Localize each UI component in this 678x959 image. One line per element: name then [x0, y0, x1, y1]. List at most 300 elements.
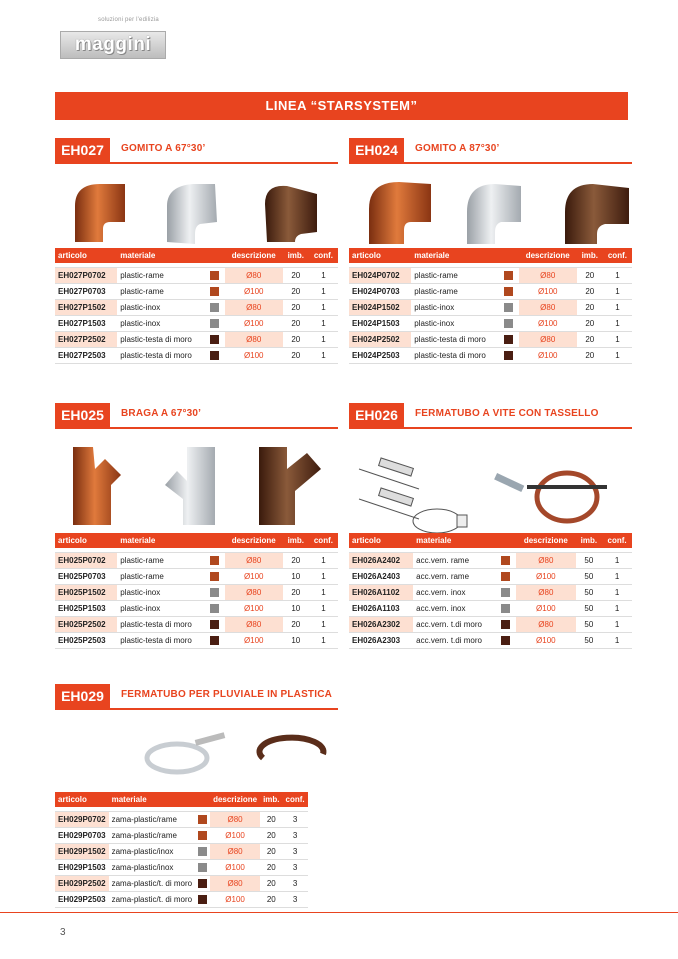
table-row	[349, 268, 632, 284]
col-articolo: articolo	[55, 248, 117, 263]
col-imb: imb.	[260, 792, 282, 807]
cell-imb: 20	[283, 300, 309, 316]
cell-conf: 3	[283, 876, 308, 892]
cell-conf: 3	[283, 828, 308, 844]
cell-materiale: acc.vern. rame	[413, 553, 498, 569]
clamp-white	[147, 732, 225, 772]
cell-descrizione: Ø100	[210, 828, 260, 844]
elbow-moro	[565, 184, 629, 244]
clamp-brown	[259, 738, 323, 758]
cell-imb: 20	[283, 316, 309, 332]
col-imb: imb.	[577, 248, 603, 263]
cell-imb: 50	[576, 553, 603, 569]
product-table	[55, 533, 338, 649]
col-swatch	[498, 533, 516, 548]
cell-swatch	[501, 284, 518, 300]
cell-imb: 10	[283, 601, 309, 617]
cell-descrizione: Ø80	[210, 844, 260, 860]
cell-imb: 20	[577, 300, 603, 316]
color-swatch	[501, 620, 510, 629]
cell-materiale: plastic-testa di moro	[411, 348, 501, 364]
cell-articolo: EH024P1503	[349, 316, 411, 332]
section-eh027	[55, 138, 338, 364]
product-photos	[349, 164, 632, 248]
color-swatch	[210, 319, 219, 328]
cell-materiale: plastic-rame	[411, 268, 501, 284]
cell-articolo: EH029P2503	[55, 892, 109, 908]
section-eh029	[55, 684, 333, 908]
col-materiale: materiale	[413, 533, 498, 548]
cell-materiale: plastic-testa di moro	[117, 633, 207, 649]
cell-descrizione: Ø80	[225, 585, 283, 601]
table-row	[55, 332, 338, 348]
cell-swatch	[501, 268, 518, 284]
color-swatch	[501, 572, 510, 581]
cell-imb: 20	[283, 268, 309, 284]
cell-articolo: EH024P0702	[349, 268, 411, 284]
color-swatch	[210, 572, 219, 581]
color-swatch	[198, 895, 207, 904]
col-materiale: materiale	[117, 248, 207, 263]
table-row	[55, 876, 308, 892]
col-conf: conf.	[283, 792, 308, 807]
cell-swatch	[207, 348, 224, 364]
cell-articolo: EH025P2502	[55, 617, 117, 633]
table-row	[55, 828, 308, 844]
color-swatch	[504, 351, 513, 360]
cell-descrizione: Ø80	[516, 553, 575, 569]
cell-materiale: acc.vern. rame	[413, 569, 498, 585]
cell-imb: 20	[283, 553, 309, 569]
cell-articolo: EH024P2502	[349, 332, 411, 348]
cell-descrizione: Ø100	[519, 348, 577, 364]
plastic-clamp-images	[55, 710, 338, 792]
product-code: EH029	[55, 684, 110, 708]
cell-descrizione: Ø100	[210, 860, 260, 876]
cell-materiale: plastic-inox	[117, 601, 207, 617]
color-swatch	[198, 831, 207, 840]
cell-descrizione: Ø100	[516, 633, 575, 649]
cell-swatch	[207, 617, 224, 633]
cell-articolo: EH026A2402	[349, 553, 413, 569]
cell-descrizione: Ø80	[519, 332, 577, 348]
branch-images	[55, 429, 338, 533]
clamp-diagram	[359, 458, 467, 533]
table-row	[55, 569, 338, 585]
cell-swatch	[207, 284, 224, 300]
cell-swatch	[207, 569, 224, 585]
cell-swatch	[207, 332, 224, 348]
cell-swatch	[207, 316, 224, 332]
cell-imb: 20	[283, 332, 309, 348]
col-imb: imb.	[283, 248, 309, 263]
cell-materiale: zama-plastic/rame	[109, 812, 195, 828]
cell-swatch	[498, 569, 516, 585]
cell-articolo: EH029P0703	[55, 828, 109, 844]
section-header	[55, 403, 338, 429]
cell-materiale: acc.vern. inox	[413, 601, 498, 617]
maggini-logo	[60, 17, 168, 61]
elbow-copper	[369, 182, 431, 244]
table-row	[55, 844, 308, 860]
branch-moro	[259, 447, 321, 525]
cell-descrizione: Ø100	[225, 348, 283, 364]
table-row	[55, 892, 308, 908]
cell-conf: 1	[309, 617, 338, 633]
table-row	[55, 348, 338, 364]
col-conf: conf.	[602, 533, 632, 548]
cell-articolo: EH029P0702	[55, 812, 109, 828]
cell-articolo: EH024P2503	[349, 348, 411, 364]
cell-imb: 20	[283, 284, 309, 300]
cell-descrizione: Ø100	[516, 569, 575, 585]
color-swatch	[501, 604, 510, 613]
table-row	[349, 316, 632, 332]
cell-imb: 20	[577, 316, 603, 332]
table-row	[349, 300, 632, 316]
col-descrizione: descrizione	[519, 248, 577, 263]
cell-conf: 1	[603, 284, 632, 300]
cell-materiale: zama-plastic/t. di moro	[109, 876, 195, 892]
table-row	[55, 284, 338, 300]
cell-descrizione: Ø100	[516, 601, 575, 617]
cell-swatch	[498, 633, 516, 649]
product-table	[55, 248, 338, 364]
cell-conf: 1	[309, 316, 338, 332]
table-row	[349, 569, 632, 585]
col-articolo: articolo	[55, 533, 117, 548]
cell-swatch	[207, 268, 224, 284]
cell-swatch	[498, 617, 516, 633]
cell-swatch	[207, 585, 224, 601]
table-row	[349, 633, 632, 649]
cell-conf: 1	[602, 601, 632, 617]
color-swatch	[198, 863, 207, 872]
table-row	[55, 585, 338, 601]
cell-swatch	[195, 828, 210, 844]
cell-conf: 1	[603, 348, 632, 364]
pipe-clamp-images	[349, 429, 632, 533]
cell-imb: 50	[576, 633, 603, 649]
cell-materiale: plastic-rame	[117, 268, 207, 284]
table-row	[55, 316, 338, 332]
product-title: GOMITO A 67°30’	[121, 143, 206, 154]
cell-materiale: plastic-testa di moro	[117, 617, 207, 633]
cell-imb: 20	[260, 812, 282, 828]
table-row	[55, 617, 338, 633]
cell-materiale: plastic-inox	[411, 316, 501, 332]
cell-descrizione: Ø80	[210, 876, 260, 892]
color-swatch	[501, 556, 510, 565]
table-row	[55, 860, 308, 876]
col-materiale: materiale	[411, 248, 501, 263]
color-swatch	[504, 303, 513, 312]
color-swatch	[210, 604, 219, 613]
cell-articolo: EH029P2502	[55, 876, 109, 892]
cell-conf: 1	[309, 553, 338, 569]
table-row	[349, 284, 632, 300]
cell-swatch	[195, 844, 210, 860]
cell-conf: 1	[602, 617, 632, 633]
col-imb: imb.	[283, 533, 309, 548]
cell-descrizione: Ø100	[225, 633, 283, 649]
cell-descrizione: Ø100	[225, 569, 283, 585]
product-code: EH025	[55, 403, 110, 427]
section-header	[349, 403, 632, 429]
cell-imb: 20	[260, 876, 282, 892]
cell-conf: 1	[309, 300, 338, 316]
product-table	[349, 248, 632, 364]
product-photos	[55, 164, 338, 248]
cell-descrizione: Ø80	[225, 300, 283, 316]
cell-swatch	[207, 633, 224, 649]
cell-swatch	[501, 316, 518, 332]
cell-descrizione: Ø80	[519, 268, 577, 284]
cell-articolo: EH025P1503	[55, 601, 117, 617]
cell-articolo: EH025P0702	[55, 553, 117, 569]
cell-imb: 20	[283, 585, 309, 601]
cell-conf: 1	[309, 348, 338, 364]
cell-materiale: zama-plastic/inox	[109, 844, 195, 860]
color-swatch	[210, 588, 219, 597]
cell-swatch	[195, 860, 210, 876]
cell-swatch	[207, 553, 224, 569]
cell-materiale: plastic-inox	[117, 316, 207, 332]
cell-swatch	[501, 348, 518, 364]
section-header	[55, 138, 338, 164]
cell-materiale: zama-plastic/inox	[109, 860, 195, 876]
color-swatch	[198, 847, 207, 856]
cell-materiale: acc.vern. inox	[413, 585, 498, 601]
cell-imb: 20	[260, 860, 282, 876]
cell-imb: 20	[577, 268, 603, 284]
cell-descrizione: Ø100	[519, 316, 577, 332]
cell-conf: 1	[309, 268, 338, 284]
product-photos	[55, 710, 305, 792]
product-table	[55, 792, 308, 908]
col-conf: conf.	[309, 533, 338, 548]
cell-imb: 20	[577, 284, 603, 300]
section-eh025	[55, 403, 338, 649]
cell-descrizione: Ø100	[225, 601, 283, 617]
cell-descrizione: Ø80	[225, 332, 283, 348]
cell-descrizione: Ø80	[516, 585, 575, 601]
cell-materiale: plastic-rame	[411, 284, 501, 300]
cell-swatch	[501, 332, 518, 348]
cell-imb: 20	[577, 332, 603, 348]
cell-imb: 50	[576, 585, 603, 601]
table-row	[55, 633, 338, 649]
brand-tagline: soluzioni per l'edilizia	[98, 17, 159, 23]
cell-articolo: EH029P1503	[55, 860, 109, 876]
cell-articolo: EH027P1503	[55, 316, 117, 332]
cell-descrizione: Ø80	[225, 617, 283, 633]
page-number: 3	[60, 927, 66, 938]
cell-conf: 1	[309, 332, 338, 348]
cell-imb: 10	[283, 633, 309, 649]
color-swatch	[504, 271, 513, 280]
color-swatch	[210, 335, 219, 344]
cell-swatch	[501, 300, 518, 316]
cell-swatch	[207, 300, 224, 316]
col-descrizione: descrizione	[516, 533, 575, 548]
cell-materiale: plastic-testa di moro	[411, 332, 501, 348]
cell-imb: 20	[283, 617, 309, 633]
cell-conf: 1	[309, 601, 338, 617]
col-articolo: articolo	[55, 792, 109, 807]
cell-imb: 20	[260, 844, 282, 860]
cell-materiale: plastic-rame	[117, 284, 207, 300]
color-swatch	[210, 556, 219, 565]
cell-imb: 50	[576, 569, 603, 585]
cell-materiale: plastic-rame	[117, 553, 207, 569]
cell-descrizione: Ø100	[519, 284, 577, 300]
branch-copper	[73, 447, 121, 525]
cell-articolo: EH027P2503	[55, 348, 117, 364]
cell-imb: 10	[283, 569, 309, 585]
col-descrizione: descrizione	[225, 533, 283, 548]
cell-imb: 20	[577, 348, 603, 364]
color-swatch	[504, 319, 513, 328]
cell-conf: 1	[602, 553, 632, 569]
elbow-inox	[467, 184, 521, 244]
col-materiale: materiale	[109, 792, 195, 807]
cell-descrizione: Ø100	[210, 892, 260, 908]
cell-articolo: EH026A2302	[349, 617, 413, 633]
cell-conf: 1	[603, 300, 632, 316]
col-articolo: articolo	[349, 533, 413, 548]
table-row	[55, 601, 338, 617]
cell-swatch	[195, 876, 210, 892]
col-swatch	[207, 248, 224, 263]
cell-materiale: plastic-inox	[117, 585, 207, 601]
cell-articolo: EH029P1502	[55, 844, 109, 860]
cell-descrizione: Ø100	[225, 316, 283, 332]
color-swatch	[504, 335, 513, 344]
cell-conf: 3	[283, 812, 308, 828]
cell-descrizione: Ø100	[225, 284, 283, 300]
cell-swatch	[498, 601, 516, 617]
col-materiale: materiale	[117, 533, 207, 548]
elbow-87-images	[349, 164, 632, 248]
cell-descrizione: Ø80	[225, 268, 283, 284]
table-row	[349, 617, 632, 633]
cell-conf: 3	[283, 892, 308, 908]
cell-articolo: EH027P1502	[55, 300, 117, 316]
cell-imb: 50	[576, 601, 603, 617]
color-swatch	[210, 636, 219, 645]
product-photos	[55, 429, 338, 533]
table-row	[349, 585, 632, 601]
branch-inox	[165, 447, 215, 525]
cell-articolo: EH026A1102	[349, 585, 413, 601]
section-header	[349, 138, 632, 164]
cell-conf: 1	[603, 332, 632, 348]
col-swatch	[501, 248, 518, 263]
table-row	[55, 300, 338, 316]
table-row	[349, 332, 632, 348]
cell-articolo: EH026A2303	[349, 633, 413, 649]
cell-imb: 20	[283, 348, 309, 364]
cell-conf: 1	[602, 633, 632, 649]
product-title: GOMITO A 87°30’	[415, 143, 500, 154]
color-swatch	[501, 588, 510, 597]
color-swatch	[210, 620, 219, 629]
cell-conf: 3	[283, 860, 308, 876]
footer-divider	[0, 912, 678, 913]
cell-materiale: plastic-testa di moro	[117, 332, 207, 348]
table-row	[349, 348, 632, 364]
page-banner: LINEA “STARSYSTEM”	[55, 92, 628, 120]
cell-conf: 1	[602, 585, 632, 601]
cell-swatch	[195, 812, 210, 828]
color-swatch	[198, 879, 207, 888]
cell-descrizione: Ø80	[210, 812, 260, 828]
col-descrizione: descrizione	[225, 248, 283, 263]
clamp-photo	[494, 473, 607, 521]
color-swatch	[210, 303, 219, 312]
color-swatch	[210, 287, 219, 296]
col-conf: conf.	[603, 248, 632, 263]
cell-materiale: zama-plastic/rame	[109, 828, 195, 844]
elbow-moro	[265, 186, 317, 242]
brand-name: maggini	[60, 31, 166, 59]
cell-swatch	[498, 553, 516, 569]
cell-descrizione: Ø80	[516, 617, 575, 633]
col-articolo: articolo	[349, 248, 411, 263]
col-swatch	[195, 792, 210, 807]
product-code: EH027	[55, 138, 110, 162]
cell-materiale: plastic-inox	[117, 300, 207, 316]
product-photos	[349, 429, 632, 533]
cell-articolo: EH026A2403	[349, 569, 413, 585]
color-swatch	[504, 287, 513, 296]
color-swatch	[210, 351, 219, 360]
product-title: FERMATUBO A VITE CON TASSELLO	[415, 408, 599, 419]
cell-swatch	[207, 601, 224, 617]
col-swatch	[207, 533, 224, 548]
cell-conf: 1	[603, 268, 632, 284]
table-row	[349, 601, 632, 617]
cell-descrizione: Ø80	[225, 553, 283, 569]
elbow-inox	[167, 184, 217, 244]
product-table	[349, 533, 632, 649]
product-code: EH026	[349, 403, 404, 427]
color-swatch	[198, 815, 207, 824]
cell-descrizione: Ø80	[519, 300, 577, 316]
cell-imb: 50	[576, 617, 603, 633]
cell-conf: 3	[283, 844, 308, 860]
elbow-copper	[75, 184, 125, 242]
cell-conf: 1	[309, 585, 338, 601]
col-imb: imb.	[576, 533, 603, 548]
cell-materiale: zama-plastic/t. di moro	[109, 892, 195, 908]
cell-articolo: EH024P0703	[349, 284, 411, 300]
cell-conf: 1	[309, 284, 338, 300]
cell-articolo: EH027P2502	[55, 332, 117, 348]
cell-conf: 1	[309, 633, 338, 649]
color-swatch	[210, 271, 219, 280]
cell-conf: 1	[603, 316, 632, 332]
table-row	[349, 553, 632, 569]
cell-articolo: EH027P0703	[55, 284, 117, 300]
section-header	[55, 684, 338, 710]
elbow-67-images	[55, 164, 338, 248]
cell-materiale: plastic-rame	[117, 569, 207, 585]
cell-materiale: acc.vern. t.di moro	[413, 633, 498, 649]
cell-articolo: EH025P0703	[55, 569, 117, 585]
cell-articolo: EH025P2503	[55, 633, 117, 649]
